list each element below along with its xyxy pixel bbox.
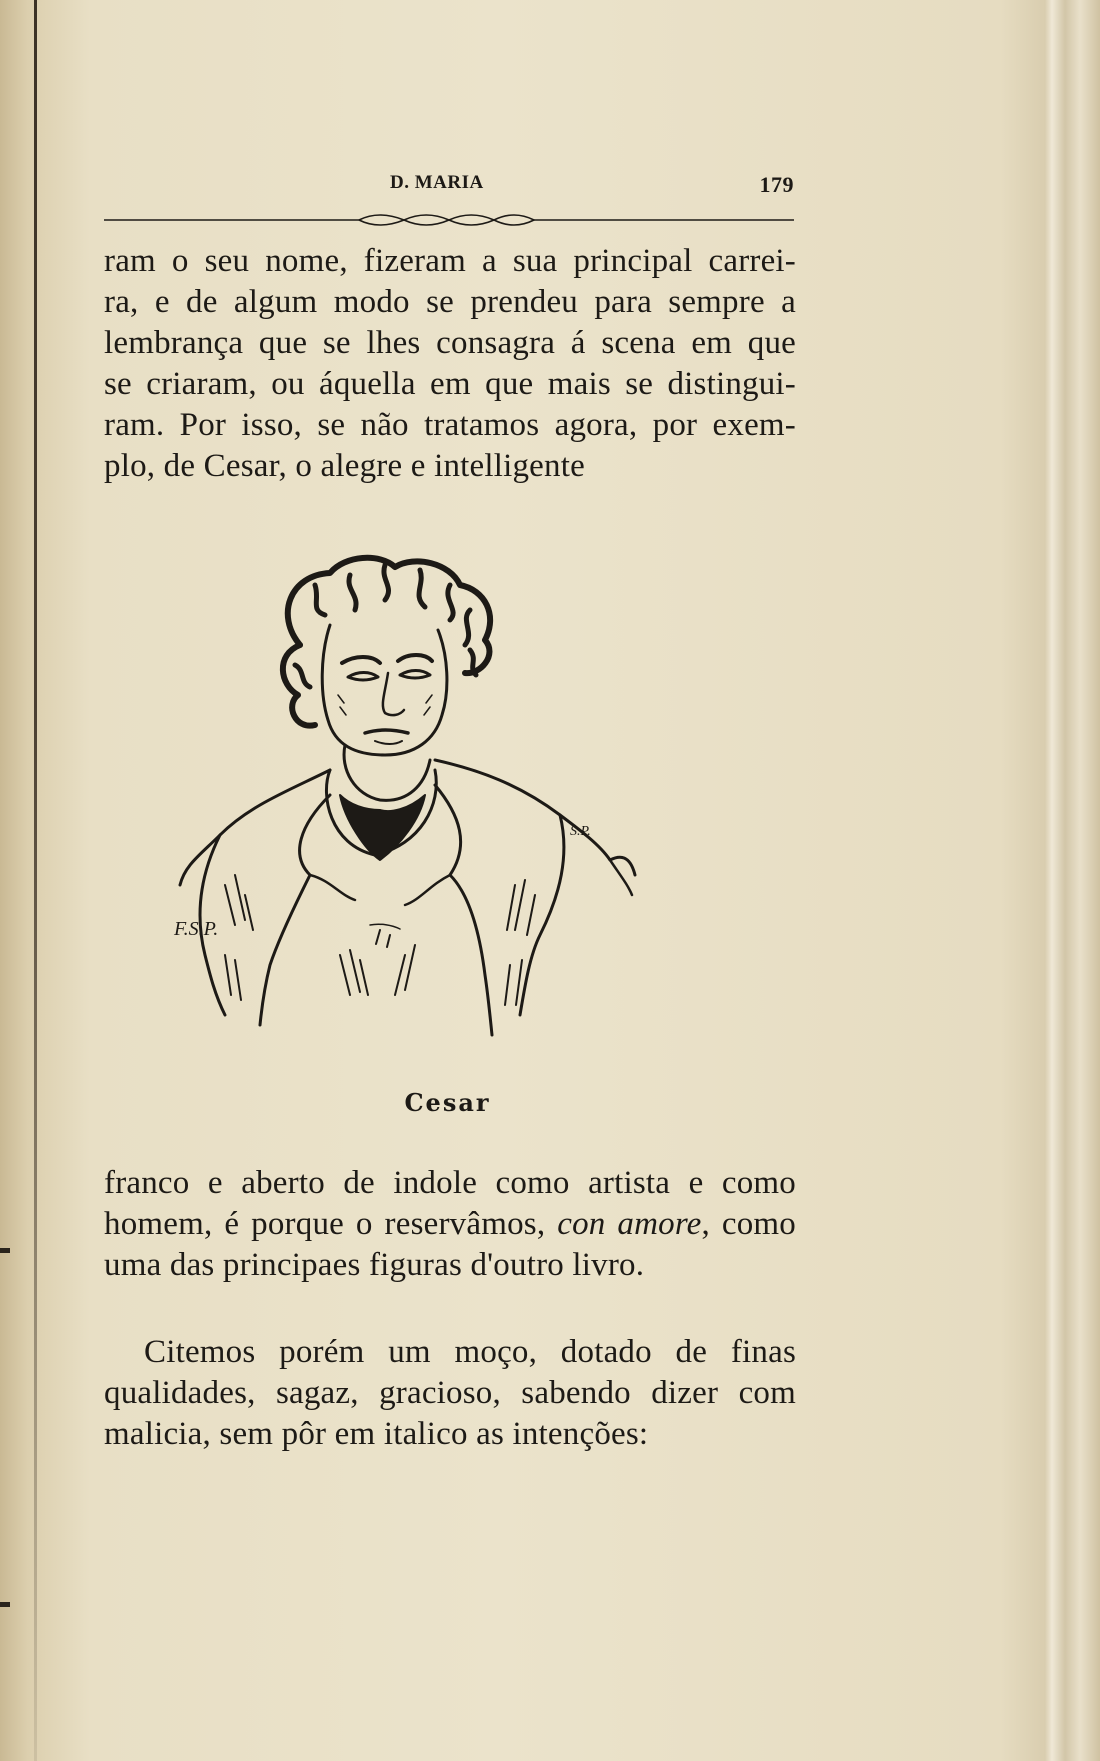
illustration-caption: Cesar — [404, 1088, 491, 1117]
text-line: ra, e de algum modo se prendeu para sempre a — [104, 284, 796, 320]
text-line — [104, 1204, 796, 1245]
text-segment: homem, é porque o reservâmos, — [104, 1206, 558, 1242]
portrait-engraving — [174, 555, 720, 1045]
running-title: D. MARIA — [390, 172, 484, 193]
binding-gutter — [34, 0, 37, 1761]
text-line: se criaram, ou áquella em que mais se distingui- — [104, 366, 796, 402]
running-header — [104, 172, 794, 202]
text-line: ram o seu nome, fizeram a sua principal carrei- — [104, 243, 796, 279]
edge-mark — [0, 1248, 10, 1253]
ornamental-rule — [104, 208, 794, 232]
paragraph-2 — [104, 1163, 796, 1286]
text-line: ram. Por isso, se não tratamos agora, por exem- — [104, 407, 796, 443]
text-line: plo, de Cesar, o alegre e intelligente — [104, 448, 585, 484]
text-line: Citemos porém um moço, dotado de finas — [144, 1334, 796, 1370]
italic-phrase: con amore — [557, 1206, 702, 1242]
signature-left: F.S.P. — [174, 918, 219, 940]
text-line: lembrança que se lhes consagra á scena em que — [104, 325, 796, 361]
text-line: qualidades, sagaz, gracioso, sabendo dizer com — [104, 1375, 796, 1411]
text-segment: , como — [701, 1206, 796, 1242]
text-line: franco e aberto de indole como artista e como — [104, 1165, 796, 1201]
signature-right: S.P. — [570, 824, 591, 839]
text-line: malicia, sem pôr em italico as intenções: — [104, 1416, 649, 1452]
text-line: uma das principaes figuras d'outro livro. — [104, 1247, 645, 1283]
edge-mark — [0, 1602, 10, 1607]
page-number: 179 — [759, 172, 794, 197]
paragraph-3 — [104, 1332, 796, 1455]
paragraph-1 — [104, 241, 796, 487]
